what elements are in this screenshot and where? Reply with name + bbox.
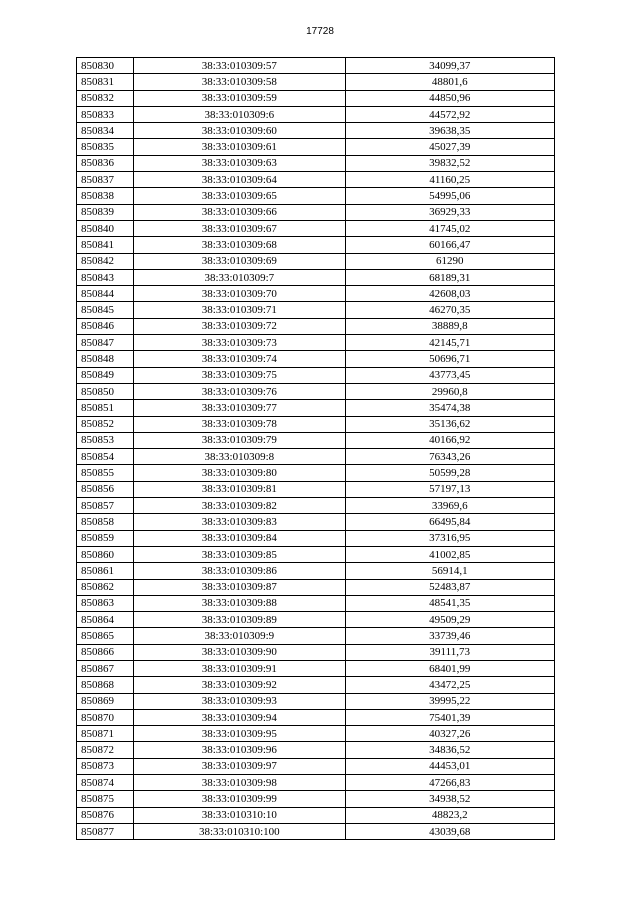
row-number-cell: 850853 (77, 432, 134, 448)
table-row (77, 660, 555, 676)
cadastral-number-cell: 38:33:010309:67 (134, 220, 345, 236)
table-row (77, 595, 555, 611)
row-number-cell: 850876 (77, 807, 134, 823)
value-cell: 47266,83 (345, 775, 554, 791)
value-cell: 68189,31 (345, 269, 554, 285)
value-cell: 46270,35 (345, 302, 554, 318)
row-number-cell: 850837 (77, 172, 134, 188)
table-row (77, 758, 555, 774)
row-number-cell: 850844 (77, 286, 134, 302)
cadastral-number-cell: 38:33:010309:72 (134, 318, 345, 334)
table-row (77, 823, 555, 839)
table-row (77, 709, 555, 725)
table-row (77, 612, 555, 628)
row-number-cell: 850872 (77, 742, 134, 758)
cadastral-number-cell: 38:33:010309:94 (134, 709, 345, 725)
value-cell: 56914,1 (345, 563, 554, 579)
value-cell: 52483,87 (345, 579, 554, 595)
value-cell: 50696,71 (345, 351, 554, 367)
value-cell: 39638,35 (345, 123, 554, 139)
table-row (77, 139, 555, 155)
table-row (77, 481, 555, 497)
cadastral-number-cell: 38:33:010309:83 (134, 514, 345, 530)
value-cell: 34938,52 (345, 791, 554, 807)
table-row (77, 106, 555, 122)
table-row (77, 269, 555, 285)
row-number-cell: 850846 (77, 318, 134, 334)
cadastral-number-cell: 38:33:010309:99 (134, 791, 345, 807)
table-row (77, 286, 555, 302)
row-number-cell: 850875 (77, 791, 134, 807)
row-number-cell: 850854 (77, 449, 134, 465)
value-cell: 75401,39 (345, 709, 554, 725)
cadastral-number-cell: 38:33:010309:74 (134, 351, 345, 367)
row-number-cell: 850830 (77, 58, 134, 74)
table-row (77, 514, 555, 530)
row-number-cell: 850877 (77, 823, 134, 839)
row-number-cell: 850836 (77, 155, 134, 171)
cadastral-number-cell: 38:33:010309:60 (134, 123, 345, 139)
row-number-cell: 850873 (77, 758, 134, 774)
cadastral-number-cell: 38:33:010309:93 (134, 693, 345, 709)
cadastral-number-cell: 38:33:010309:7 (134, 269, 345, 285)
cadastral-number-cell: 38:33:010309:6 (134, 106, 345, 122)
value-cell: 48541,35 (345, 595, 554, 611)
cadastral-number-cell: 38:33:010309:70 (134, 286, 345, 302)
value-cell: 34836,52 (345, 742, 554, 758)
value-cell: 76343,26 (345, 449, 554, 465)
value-cell: 50599,28 (345, 465, 554, 481)
row-number-cell: 850851 (77, 400, 134, 416)
table-row (77, 253, 555, 269)
cadastral-number-cell: 38:33:010309:85 (134, 546, 345, 562)
row-number-cell: 850832 (77, 90, 134, 106)
cadastral-number-cell: 38:33:010310:10 (134, 807, 345, 823)
row-number-cell: 850842 (77, 253, 134, 269)
cadastral-number-cell: 38:33:010309:77 (134, 400, 345, 416)
table-row (77, 383, 555, 399)
cadastral-number-cell: 38:33:010309:66 (134, 204, 345, 220)
cadastral-number-cell: 38:33:010309:88 (134, 595, 345, 611)
value-cell: 44453,01 (345, 758, 554, 774)
cadastral-number-cell: 38:33:010309:91 (134, 660, 345, 676)
table-row (77, 188, 555, 204)
row-number-cell: 850874 (77, 775, 134, 791)
row-number-cell: 850871 (77, 726, 134, 742)
row-number-cell: 850870 (77, 709, 134, 725)
value-cell: 48823,2 (345, 807, 554, 823)
value-cell: 39832,52 (345, 155, 554, 171)
table-row (77, 546, 555, 562)
value-cell: 35136,62 (345, 416, 554, 432)
cadastral-number-cell: 38:33:010309:71 (134, 302, 345, 318)
table-row (77, 644, 555, 660)
cadastral-number-cell: 38:33:010309:59 (134, 90, 345, 106)
row-number-cell: 850862 (77, 579, 134, 595)
value-cell: 45027,39 (345, 139, 554, 155)
cadastral-number-cell: 38:33:010310:100 (134, 823, 345, 839)
row-number-cell: 850841 (77, 237, 134, 253)
data-table (76, 57, 555, 840)
value-cell: 66495,84 (345, 514, 554, 530)
row-number-cell: 850865 (77, 628, 134, 644)
row-number-cell: 850843 (77, 269, 134, 285)
table-row (77, 351, 555, 367)
cadastral-number-cell: 38:33:010309:96 (134, 742, 345, 758)
cadastral-number-cell: 38:33:010309:89 (134, 612, 345, 628)
value-cell: 43039,68 (345, 823, 554, 839)
row-number-cell: 850847 (77, 335, 134, 351)
table-row (77, 432, 555, 448)
value-cell: 44572,92 (345, 106, 554, 122)
cadastral-number-cell: 38:33:010309:80 (134, 465, 345, 481)
value-cell: 44850,96 (345, 90, 554, 106)
value-cell: 43472,25 (345, 677, 554, 693)
row-number-cell: 850839 (77, 204, 134, 220)
cadastral-number-cell: 38:33:010309:61 (134, 139, 345, 155)
table-row (77, 237, 555, 253)
row-number-cell: 850857 (77, 498, 134, 514)
table-row (77, 155, 555, 171)
row-number-cell: 850867 (77, 660, 134, 676)
cadastral-number-cell: 38:33:010309:57 (134, 58, 345, 74)
cadastral-number-cell: 38:33:010309:65 (134, 188, 345, 204)
table-row (77, 742, 555, 758)
table-body (77, 58, 555, 840)
cadastral-number-cell: 38:33:010309:76 (134, 383, 345, 399)
row-number-cell: 850838 (77, 188, 134, 204)
table-row (77, 400, 555, 416)
table-row (77, 204, 555, 220)
table-row (77, 58, 555, 74)
row-number-cell: 850835 (77, 139, 134, 155)
table-row (77, 563, 555, 579)
table-row (77, 530, 555, 546)
value-cell: 40166,92 (345, 432, 554, 448)
cadastral-number-cell: 38:33:010309:92 (134, 677, 345, 693)
table-row (77, 726, 555, 742)
row-number-cell: 850861 (77, 563, 134, 579)
cadastral-number-cell: 38:33:010309:8 (134, 449, 345, 465)
value-cell: 60166,47 (345, 237, 554, 253)
cadastral-number-cell: 38:33:010309:82 (134, 498, 345, 514)
row-number-cell: 850852 (77, 416, 134, 432)
table-row (77, 74, 555, 90)
cadastral-number-cell: 38:33:010309:73 (134, 335, 345, 351)
value-cell: 37316,95 (345, 530, 554, 546)
row-number-cell: 850834 (77, 123, 134, 139)
table-row (77, 123, 555, 139)
table-row (77, 628, 555, 644)
cadastral-number-cell: 38:33:010309:87 (134, 579, 345, 595)
row-number-cell: 850833 (77, 106, 134, 122)
table-row (77, 416, 555, 432)
value-cell: 61290 (345, 253, 554, 269)
table-row (77, 302, 555, 318)
value-cell: 43773,45 (345, 367, 554, 383)
value-cell: 39111,73 (345, 644, 554, 660)
value-cell: 39995,22 (345, 693, 554, 709)
table-row (77, 693, 555, 709)
row-number-cell: 850849 (77, 367, 134, 383)
value-cell: 38889,8 (345, 318, 554, 334)
cadastral-number-cell: 38:33:010309:9 (134, 628, 345, 644)
value-cell: 68401,99 (345, 660, 554, 676)
value-cell: 42608,03 (345, 286, 554, 302)
value-cell: 41745,02 (345, 220, 554, 236)
cadastral-number-cell: 38:33:010309:69 (134, 253, 345, 269)
table-row (77, 172, 555, 188)
cadastral-number-cell: 38:33:010309:78 (134, 416, 345, 432)
value-cell: 35474,38 (345, 400, 554, 416)
cadastral-number-cell: 38:33:010309:64 (134, 172, 345, 188)
row-number-cell: 850856 (77, 481, 134, 497)
table-row (77, 318, 555, 334)
value-cell: 34099,37 (345, 58, 554, 74)
cadastral-number-cell: 38:33:010309:95 (134, 726, 345, 742)
row-number-cell: 850860 (77, 546, 134, 562)
row-number-cell: 850848 (77, 351, 134, 367)
row-number-cell: 850863 (77, 595, 134, 611)
value-cell: 29960,8 (345, 383, 554, 399)
cadastral-number-cell: 38:33:010309:86 (134, 563, 345, 579)
row-number-cell: 850858 (77, 514, 134, 530)
row-number-cell: 850845 (77, 302, 134, 318)
table-row (77, 807, 555, 823)
cadastral-number-cell: 38:33:010309:90 (134, 644, 345, 660)
table-row (77, 90, 555, 106)
cadastral-number-cell: 38:33:010309:58 (134, 74, 345, 90)
row-number-cell: 850868 (77, 677, 134, 693)
value-cell: 49509,29 (345, 612, 554, 628)
row-number-cell: 850859 (77, 530, 134, 546)
table-row (77, 579, 555, 595)
row-number-cell: 850864 (77, 612, 134, 628)
table-row (77, 775, 555, 791)
row-number-cell: 850850 (77, 383, 134, 399)
row-number-cell: 850831 (77, 74, 134, 90)
cadastral-number-cell: 38:33:010309:98 (134, 775, 345, 791)
row-number-cell: 850866 (77, 644, 134, 660)
table-row (77, 465, 555, 481)
cadastral-number-cell: 38:33:010309:97 (134, 758, 345, 774)
cadastral-number-cell: 38:33:010309:81 (134, 481, 345, 497)
row-number-cell: 850869 (77, 693, 134, 709)
cadastral-number-cell: 38:33:010309:84 (134, 530, 345, 546)
cadastral-number-cell: 38:33:010309:68 (134, 237, 345, 253)
table-row (77, 791, 555, 807)
value-cell: 33969,6 (345, 498, 554, 514)
row-number-cell: 850855 (77, 465, 134, 481)
value-cell: 33739,46 (345, 628, 554, 644)
value-cell: 57197,13 (345, 481, 554, 497)
value-cell: 36929,33 (345, 204, 554, 220)
value-cell: 42145,71 (345, 335, 554, 351)
row-number-cell: 850840 (77, 220, 134, 236)
cadastral-number-cell: 38:33:010309:79 (134, 432, 345, 448)
table-row (77, 335, 555, 351)
value-cell: 54995,06 (345, 188, 554, 204)
value-cell: 41002,85 (345, 546, 554, 562)
table-row (77, 677, 555, 693)
value-cell: 41160,25 (345, 172, 554, 188)
value-cell: 40327,26 (345, 726, 554, 742)
cadastral-number-cell: 38:33:010309:75 (134, 367, 345, 383)
cadastral-number-cell: 38:33:010309:63 (134, 155, 345, 171)
table-row (77, 367, 555, 383)
table-row (77, 498, 555, 514)
table-row (77, 220, 555, 236)
value-cell: 48801,6 (345, 74, 554, 90)
page-number: 17728 (306, 26, 334, 37)
table-row (77, 449, 555, 465)
